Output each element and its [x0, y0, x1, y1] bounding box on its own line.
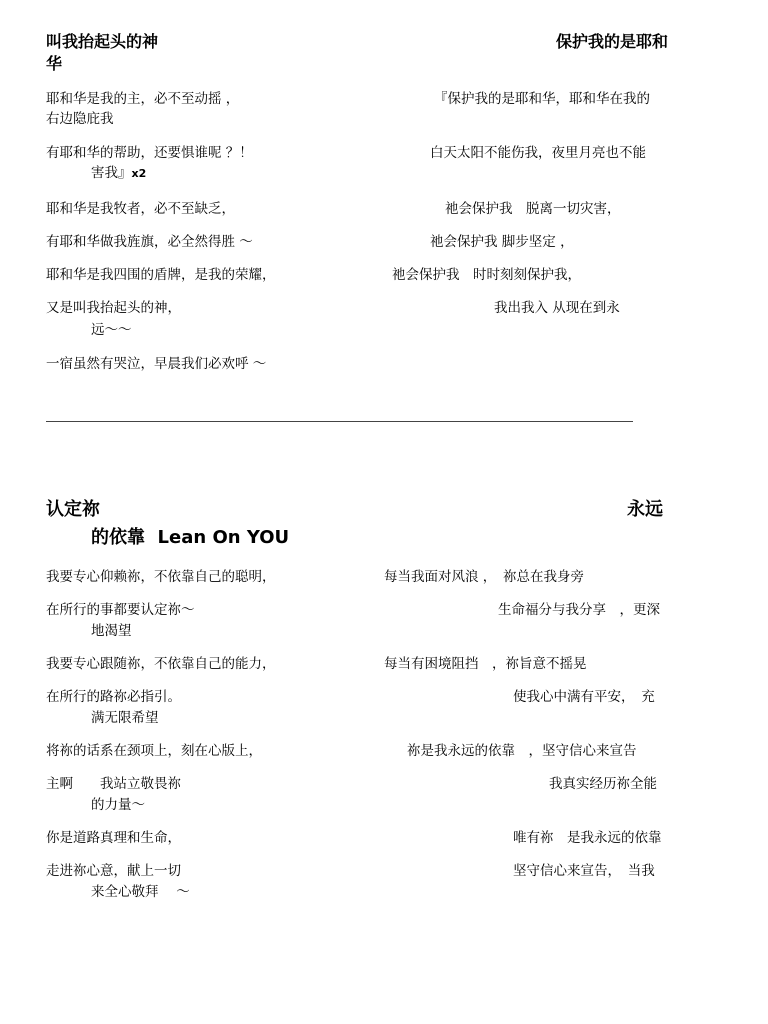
- song2-line2-left: 在所行的事都要认定祢～: [46, 602, 195, 618]
- song1-line3-left: 耶和华是我牧者，必不至缺乏，: [46, 201, 235, 217]
- song2-line1-right: 每当我面对风浪 ， 祢总在我身旁: [384, 569, 585, 585]
- song2-line6-left: 主啊 我站立敬畏祢: [46, 776, 181, 792]
- song1-line1-left: 耶和华是我的主，必不至动摇 ，: [46, 91, 240, 107]
- song2-line2-cont: 地渴望: [91, 623, 132, 639]
- song1-line5-left: 耶和华是我四围的盾牌，是我的荣耀，: [46, 267, 276, 283]
- song1-line6-cont: 远～～: [91, 322, 132, 338]
- song1-line2-cont: [91, 163, 146, 184]
- song1-repeat-tag: x2: [131, 167, 147, 180]
- section-divider: [46, 421, 633, 422]
- song2-line6-cont: 的力量～: [91, 797, 145, 813]
- song2-line6-right: 我真实经历祢全能: [549, 776, 657, 792]
- song1-line1-right: 『保护我的是耶和华，耶和华在我的: [434, 91, 650, 107]
- song1-line6-left: 又是叫我抬起头的神，: [46, 300, 181, 316]
- song2-line3-right: 每当有困境阻挡 ，祢旨意不摇晃: [384, 656, 587, 672]
- song2-line1-left: 我要专心仰赖祢，不依靠自己的聪明，: [46, 569, 276, 585]
- song1-line3-right: 祂会保护我 脱离一切灾害，: [445, 201, 621, 217]
- song1-title-left-cont: 华: [46, 54, 63, 73]
- song2-title-en: Lean On YOU: [157, 527, 290, 548]
- song1-line2-right: 白天太阳不能伤我，夜里月亮也不能: [430, 145, 646, 161]
- song2-title-cont-zh: 的依靠: [91, 527, 145, 548]
- song1-line5-right: 祂会保护我 时时刻刻保护我，: [392, 267, 581, 283]
- song1-line4-left: 有耶和华做我旌旗，必全然得胜 ～: [46, 234, 253, 250]
- song2-title-left: 认定祢: [46, 499, 100, 520]
- song2-line5-right: 祢是我永远的依靠 ，坚守信心来宣告: [407, 743, 637, 759]
- song2-line2-right: 生命福分与我分享 ，更深: [498, 602, 660, 618]
- song2-title-right: 永远: [627, 499, 663, 520]
- song2-title-cont: [91, 524, 289, 552]
- song2-line5-left: 将祢的话系在颈项上，刻在心版上，: [46, 743, 262, 759]
- song2-line3-left: 我要专心跟随祢，不依靠自己的能力，: [46, 656, 276, 672]
- song2-line7-left: 你是道路真理和生命，: [46, 830, 181, 846]
- song1-line7-left: 一宿虽然有哭泣，早晨我们必欢呼 ～: [46, 356, 267, 372]
- song1-line2-cont-text: 害我』: [91, 165, 132, 181]
- song1-line1-cont: 右边隐庇我: [46, 111, 114, 127]
- song1-line6-right: 我出我入 从现在到永: [494, 300, 620, 316]
- song1-line2-left: 有耶和华的帮助，还要惧谁呢 ？！: [46, 145, 253, 161]
- song2-line4-cont: 满无限希望: [91, 710, 159, 726]
- song2-line8-cont: 来全心敬拜 ～: [91, 884, 190, 900]
- song2-line7-right: 唯有祢 是我永远的依靠: [513, 830, 662, 846]
- song1-title-left: 叫我抬起头的神: [46, 32, 159, 51]
- song2-line8-right: 坚守信心来宣告， 当我: [513, 863, 655, 879]
- song1-line4-right: 祂会保护我 脚步坚定 ，: [430, 234, 574, 250]
- song2-line4-right: 使我心中满有平安， 充: [513, 689, 655, 705]
- song1-title-right: 保护我的是耶和: [556, 32, 669, 51]
- song2-line8-left: 走进祢心意，献上一切: [46, 863, 181, 879]
- song2-line4-left: 在所行的路祢必指引。: [46, 689, 181, 705]
